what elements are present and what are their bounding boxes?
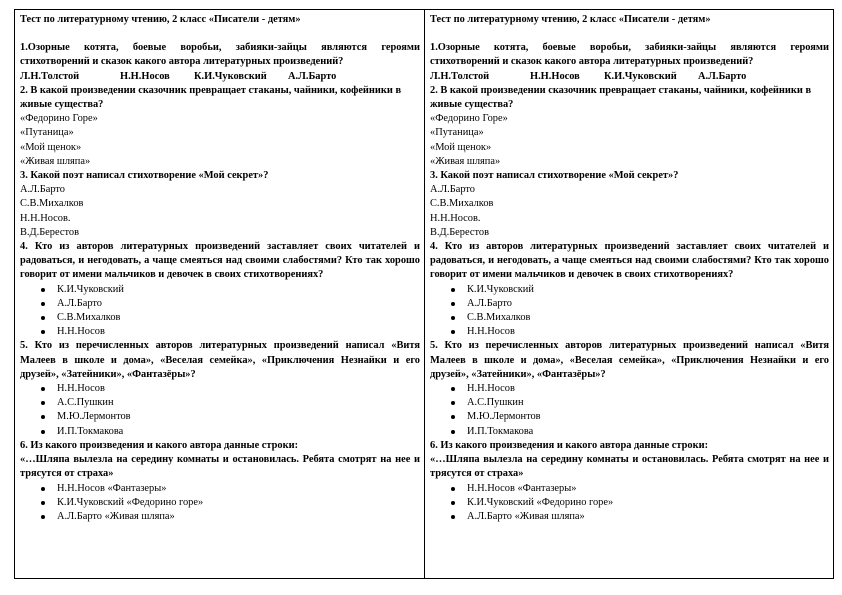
question-6-text: 6. Из какого произведения и какого автора данные строки: <box>430 439 709 451</box>
option: «Федорино Горе» <box>20 113 98 125</box>
option: Н.Н.Носов <box>430 325 829 339</box>
test-title: Тест по литературному чтению, 2 класс «Писатели - детям» <box>20 14 301 25</box>
question-4-options <box>20 283 420 340</box>
question-3-text: 3. Какой поэт написал стихотворение «Мой секрет»? <box>20 170 269 182</box>
option: А.Л.Барто <box>288 70 337 82</box>
option: В.Д.Берестов <box>20 226 79 238</box>
option: Н.Н.Носов. <box>430 212 481 224</box>
question-6-options <box>430 482 829 525</box>
option: Н.Н.Носов «Фантазеры» <box>430 482 829 496</box>
option: Л.Н.Толстой <box>20 70 80 82</box>
question-1-text: 1.Озорные котята, боевые воробьи, забияки-зайцы являются героями стихотворений и сказок какого автора литературных произведений? <box>20 42 420 68</box>
option: «Мой щенок» <box>430 141 492 153</box>
option: С.В.Михалков <box>430 198 494 210</box>
option: С.В.Михалков <box>20 198 84 210</box>
option: К.И.Чуковский <box>430 283 829 297</box>
question-1-options <box>430 70 829 84</box>
test-title: Тест по литературному чтению, 2 класс «Писатели - детям» <box>430 14 711 25</box>
option: Н.Н.Носов <box>430 382 829 396</box>
option: К.И.Чуковский «Федорино горе» <box>430 496 829 510</box>
option: М.Ю.Лермонтов <box>20 410 420 424</box>
question-1-options <box>20 70 420 84</box>
option: А.Л.Барто <box>698 70 747 82</box>
option: К.И.Чуковский <box>194 70 267 82</box>
option: А.Л.Барто <box>20 184 65 196</box>
option: А.Л.Барто «Живая шляпа» <box>20 510 420 524</box>
option: М.Ю.Лермонтов <box>430 410 829 424</box>
option: С.В.Михалков <box>430 311 829 325</box>
option: Н.Н.Носов <box>20 325 420 339</box>
option: А.Л.Барто <box>430 184 475 196</box>
option: А.Л.Барто <box>20 297 420 311</box>
test-column-right <box>424 10 833 578</box>
option: «Путаница» <box>430 127 484 139</box>
question-6-options <box>20 482 420 525</box>
option: «Мой щенок» <box>20 141 82 153</box>
question-2-text: 2. В какой произведении сказочник превращает стаканы, чайники, кофейники в живые существа? <box>430 84 812 111</box>
option: «Живая шляпа» <box>20 155 91 167</box>
question-5-text: 5. Кто из перечисленных авторов литературных произведений написал «Витя Малеев в школе и дома», «Веселая семейка», «Приключения Незнайки и его друзей», «Затейники», «Фантазёры»? <box>430 340 829 380</box>
option: К.И.Чуковский «Федорино горе» <box>20 496 420 510</box>
question-2-text: 2. В какой произведении сказочник превращает стаканы, чайники, кофейники в живые существа? <box>20 84 402 111</box>
option: И.П.Токмакова <box>20 425 420 439</box>
option: А.С.Пушкин <box>430 396 829 410</box>
question-4-text: 4. Кто из авторов литературных произведений заставляет своих читателей и радоваться, и негодовать, а чаще смеяться над своими слабостями? Кто так хорошо говорит от имени мальчиков и девочек в своих стихотворениях? <box>430 241 829 281</box>
question-3-text: 3. Какой поэт написал стихотворение «Мой секрет»? <box>430 170 679 182</box>
test-sheet <box>14 9 834 579</box>
test-column-left <box>15 10 424 578</box>
option: И.П.Токмакова <box>430 425 829 439</box>
option: А.Л.Барто <box>430 297 829 311</box>
option: «Живая шляпа» <box>430 155 501 167</box>
question-5-options <box>430 382 829 439</box>
question-6-quote: «…Шляпа вылезла на середину комнаты и остановилась. Ребята смотрят на нее и трясутся от страха» <box>20 454 420 480</box>
option: Н.Н.Носов «Фантазеры» <box>20 482 420 496</box>
question-6-quote: «…Шляпа вылезла на середину комнаты и остановилась. Ребята смотрят на нее и трясутся от страха» <box>430 454 829 480</box>
option: Н.Н.Носов <box>20 382 420 396</box>
option: «Путаница» <box>20 127 74 139</box>
question-4-text: 4. Кто из авторов литературных произведений заставляет своих читателей и радоваться, и негодовать, а чаще смеяться над своими слабостями? Кто так хорошо говорит от имени мальчиков и девочек в своих стихотворениях? <box>20 241 420 281</box>
option: С.В.Михалков <box>20 311 420 325</box>
option: Н.Н.Носов <box>120 70 170 82</box>
question-1-text: 1.Озорные котята, боевые воробьи, забияки-зайцы являются героями стихотворений и сказок какого автора литературных произведений? <box>430 42 829 68</box>
option: А.С.Пушкин <box>20 396 420 410</box>
option: «Федорино Горе» <box>430 113 508 125</box>
option: А.Л.Барто «Живая шляпа» <box>430 510 829 524</box>
option: Н.Н.Носов. <box>20 212 71 224</box>
question-4-options <box>430 283 829 340</box>
question-5-text: 5. Кто из перечисленных авторов литературных произведений написал «Витя Малеев в школе и дома», «Веселая семейка», «Приключения Незнайки и его друзей», «Затейники», «Фантазёры»? <box>20 340 420 380</box>
question-6-text: 6. Из какого произведения и какого автора данные строки: <box>20 439 299 451</box>
option: Л.Н.Толстой <box>430 70 490 82</box>
option: В.Д.Берестов <box>430 226 489 238</box>
option: К.И.Чуковский <box>20 283 420 297</box>
option: К.И.Чуковский <box>604 70 677 82</box>
option: Н.Н.Носов <box>530 70 580 82</box>
question-5-options <box>20 382 420 439</box>
